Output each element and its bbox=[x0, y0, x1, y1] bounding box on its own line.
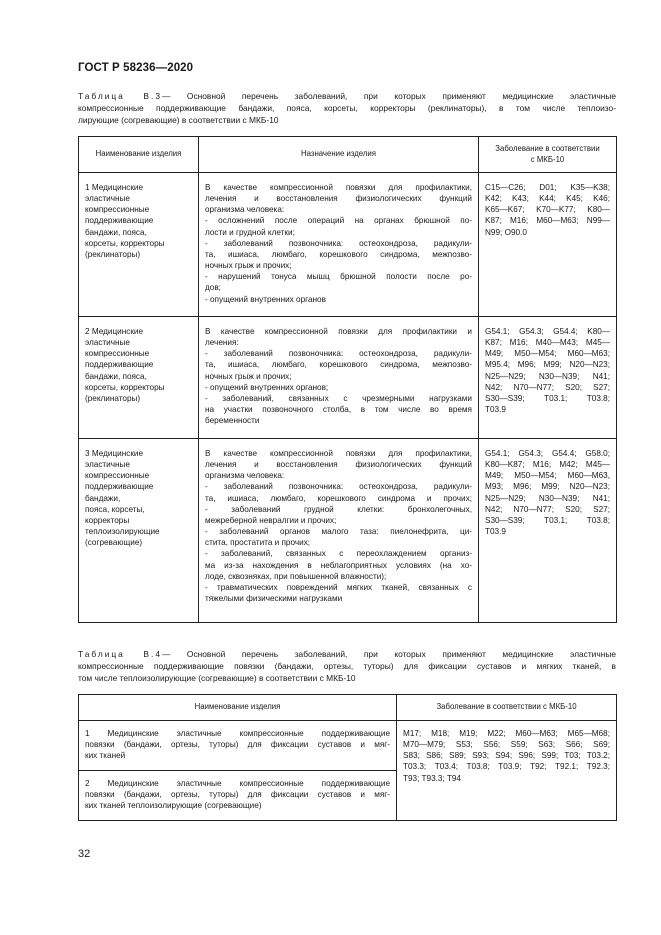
icd-codes-cell: С15—С26; D01; K35—K38; K42; K43; K44; K45; K46; K65—K67; K70—K77; K80— K87; M16; M60—M63; N99— N99; O90.0 bbox=[479, 173, 617, 317]
table-b4-caption bbox=[78, 648, 616, 684]
table-row bbox=[79, 439, 617, 623]
product-name-cell: 2 Медицинские эластичные компрессионные поддерживающие повязки (бандажи, ортезы, туторы) для фиксации суставов и мяг- ких тканей теплоизолирующие (согревающие) bbox=[79, 771, 397, 821]
table-row bbox=[79, 721, 617, 771]
product-name-cell: 2 Медицинские эластичные компрессионные поддерживающие бандажи, пояса, корсеты, корректоры (реклинаторы) bbox=[79, 317, 199, 439]
icd-codes-cell: G54.1; G54.3; G54.4; G58.0; K80—K87; M16; M42; M45— M49; M50—M54; M60—M63, M93; M96; M99; N20—N23; N25—N29; N30—N39; N41; N42; N70—N77; S20; S27; S30—S39; T03.1; T03.8; T03.9 bbox=[479, 439, 617, 623]
caption-line: компрессионные поддерживающие повязки (бандажи, ортезы, туторы) для фиксации суставов и мягких тканей, в bbox=[78, 661, 616, 671]
product-name-cell: 3 Медицинские эластичные компрессионные поддерживающие бандажи, пояса, корсеты, корректоры теплоизолирующие (согревающие) bbox=[79, 439, 199, 623]
table-row bbox=[79, 173, 617, 317]
column-header-name: Наименование изделия bbox=[79, 695, 397, 721]
icd-codes-cell: G54.1; G54.3; G54.4; K80— K87; M16; M40—M43; M45— M49; M50—M54; M60—M63; M95.4; M96; M99; N20—N23; N25—N29; N30—N39; N41; N42; N70—N77; S20; S27; S30—S39; T03.1; T03.8; T03.9 bbox=[479, 317, 617, 439]
product-name-cell: 1 Медицинские эластичные компрессионные поддерживающие бандажи, пояса, корсеты, корректоры (реклинаторы) bbox=[79, 173, 199, 317]
caption-line: Таблица В.4— Основной перечень заболеваний, при которых применяют медицинские эластичные bbox=[78, 649, 617, 659]
table-b3-label: Таблица В.3 bbox=[78, 91, 162, 101]
caption-line: лирующие (согревающие) в соответствии с МКБ-10 bbox=[78, 115, 279, 125]
column-header-codes: Заболевание в соответствии с МКБ-10 bbox=[479, 137, 617, 173]
caption-line: Таблица В.3— Основной перечень заболеваний, при которых применяют медицинские эластичные bbox=[78, 91, 617, 101]
table-row bbox=[79, 317, 617, 439]
purpose-cell: В качестве компрессионной повязки для профилактики и лечения: - заболеваний позвоночника: остеохондроза, радикули- та, ишиаса, люмбаго, корешкового синдрома, межпозво- ночных грыж и прочих; - опущений внутренних органов; - заболеваний, связанных с чрезмерными нагрузками на участки позвоночного столба, в том числе во время беременности bbox=[199, 317, 479, 439]
purpose-cell: В качестве компрессионной повязки для профилактики, лечения и восстановления физиологических функций организма человека: - заболеваний позвоночника: остеохондроза, радикули- та, ишиаса, люмбаго, корешкового синдрома и прочих; - заболеваний грудной клетки: бронхолегочных, межреберной невралгии и прочих; - заболеваний органов малого таза: пиелонефрита, ци- стита, простатита и прочих; - заболеваний, связанных с переохлаждением организ- ма из-за нахождения в неблагоприятных условиях (на хо- лоде, сквозняках, при повышенной влажности); - травматических повреждений мягких тканей, связанных с тяжелыми физическими нагрузками bbox=[199, 439, 479, 623]
column-header-name: Наименование изделия bbox=[79, 137, 199, 173]
table-b4-label: Таблица В.4 bbox=[78, 649, 162, 659]
caption-line: том числе теплоизолирующие (согревающие) в соответствии с МКБ-10 bbox=[78, 673, 356, 683]
column-header-codes: Заболевание в соответствии с МКБ-10 bbox=[397, 695, 617, 721]
table-b3 bbox=[78, 136, 617, 623]
icd-codes-cell: M17; M18; M19; M22; M60—M63; M65—M68; M70—M79; S53; S56; S59; S63; S66; S69; S83; S86; S89; S93; S94; S96; S99; T03; T03.2; T03.3; T03.4; T03.8; T03.9; T92; T92.1; T92.3; T93; T93.3; T94 bbox=[397, 721, 617, 821]
standard-header: ГОСТ Р 58236—2020 bbox=[78, 62, 194, 74]
page-number: 32 bbox=[78, 848, 91, 860]
purpose-cell: В качестве компрессионной повязки для профилактики, лечения и восстановления физиологических функций организма человека: - осложнений после операций на органах брюшной по- лости и грудной клетки; - заболеваний позвоночника: остеохондроза, радикули- та, ишиаса, люмбаго, корешкового синдрома, межпозво- ночных грыж и прочих; - нарушений тонуса мышц брюшной полости после ро- дов; - опущений внутренних органов bbox=[199, 173, 479, 317]
table-b3-caption bbox=[78, 90, 616, 126]
table-b4 bbox=[78, 694, 617, 821]
product-name-cell: 1 Медицинские эластичные компрессионные поддерживающие повязки (бандажи, ортезы, туторы) для фиксации суставов и мяг- ких тканей bbox=[79, 721, 397, 771]
column-header-purpose: Назначение изделия bbox=[199, 137, 479, 173]
caption-line: компрессионные поддерживающие бандажи, пояса, корсеты, корректоры (реклинаторы), в том числе теплоизо- bbox=[78, 103, 616, 113]
